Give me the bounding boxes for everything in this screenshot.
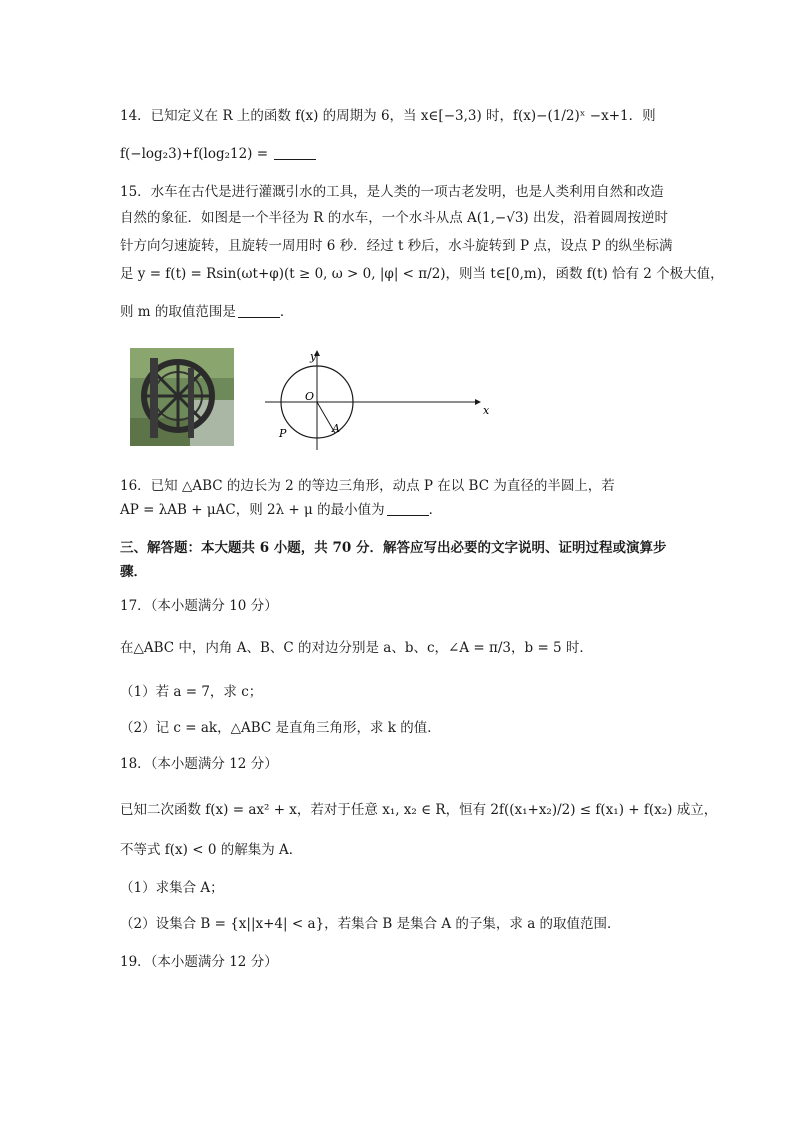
q16-line2-text: AP = λAB + μAC，则 2λ + μ 的最小值为 bbox=[120, 502, 385, 518]
q18-part2: （2）设集合 B = {x||x+4| < a}，若集合 B 是集合 A 的子集，求 a 的取值范围． bbox=[120, 916, 621, 932]
q18-stem-line2: 不等式 f(x) < 0 的解集为 A． bbox=[120, 842, 303, 858]
q14-line1: 14．已知定义在 R 上的函数 f(x) 的周期为 6，当 x∈[−3,3) 时，f(x)−(1/2)ˣ −x+1．则 bbox=[120, 108, 656, 124]
q15-line5-end: ． bbox=[279, 304, 294, 320]
q15-line2: 自然的象征．如图是一个半径为 R 的水车，一个水斗从点 A(1,−√3) 出发，沿着圆周按逆时 bbox=[120, 210, 668, 226]
q16-line2 bbox=[120, 500, 442, 520]
y-label: y bbox=[310, 350, 317, 363]
x-label: x bbox=[483, 404, 490, 417]
section3-heading-line1: 三、解答题：本大题共 6 小题，共 70 分．解答应写出必要的文字说明、证明过程或演算步 bbox=[120, 540, 667, 556]
circle-diagram bbox=[265, 350, 495, 450]
q16-line2-end: ． bbox=[428, 502, 443, 518]
q16-answer-blank bbox=[387, 501, 429, 516]
q15-line5 bbox=[120, 302, 293, 322]
x-axis-arrow bbox=[475, 399, 481, 405]
q14-expression: f(−log₂3)+f(log₂12) = bbox=[120, 146, 269, 162]
point-a-label: A bbox=[332, 422, 340, 435]
q17-stem: 在△ABC 中，内角 A、B、C 的对边分别是 a、b、c，∠A = π/3，b = 5 时． bbox=[120, 640, 593, 656]
q18-stem-line1: 已知二次函数 f(x) = ax² + x，若对于任意 x₁, x₂ ∈ R，恒有 2f((x₁+x₂)/2) ≤ f(x₁) + f(x₂) 成立， bbox=[120, 802, 718, 818]
q14-answer-blank bbox=[274, 145, 316, 160]
q15-line5-text: 则 m 的取值范围是 bbox=[120, 304, 236, 320]
q17-header: 17．（本小题满分 10 分） bbox=[120, 598, 278, 614]
q15-answer-blank bbox=[238, 303, 280, 318]
q16-line1: 16．已知 △ABC 的边长为 2 的等边三角形，动点 P 在以 BC 为直径的半圆上，若 bbox=[120, 478, 615, 494]
q14-line2 bbox=[120, 144, 316, 164]
water-wheel-photo bbox=[130, 348, 234, 446]
origin-label: O bbox=[305, 390, 315, 403]
q15-line1: 15．水车在古代是进行灌溉引水的工具，是人类的一项古老发明，也是人类利用自然和改造 bbox=[120, 184, 664, 200]
point-p-label: P bbox=[279, 427, 287, 440]
q15-line3: 针方向匀速旋转，且旋转一周用时 6 秒．经过 t 秒后，水斗旋转到 P 点，设点 P 的纵坐标满 bbox=[120, 238, 673, 254]
q18-header: 18．（本小题满分 12 分） bbox=[120, 756, 278, 772]
q15-line4: 足 y = f(t) = Rsin(ωt+φ)(t ≥ 0, ω > 0, |φ| < π/2)，则当 t∈[0,m)，函数 f(t) 恰有 2 个极大值， bbox=[120, 266, 724, 282]
q17-part1: （1）若 a = 7，求 c； bbox=[120, 684, 263, 700]
section3-heading-line2: 骤． bbox=[120, 564, 147, 580]
q19-header: 19．（本小题满分 12 分） bbox=[120, 954, 278, 970]
q18-part1: （1）求集合 A； bbox=[120, 880, 224, 896]
q17-part2: （2）记 c = ak，△ABC 是直角三角形，求 k 的值． bbox=[120, 720, 441, 736]
